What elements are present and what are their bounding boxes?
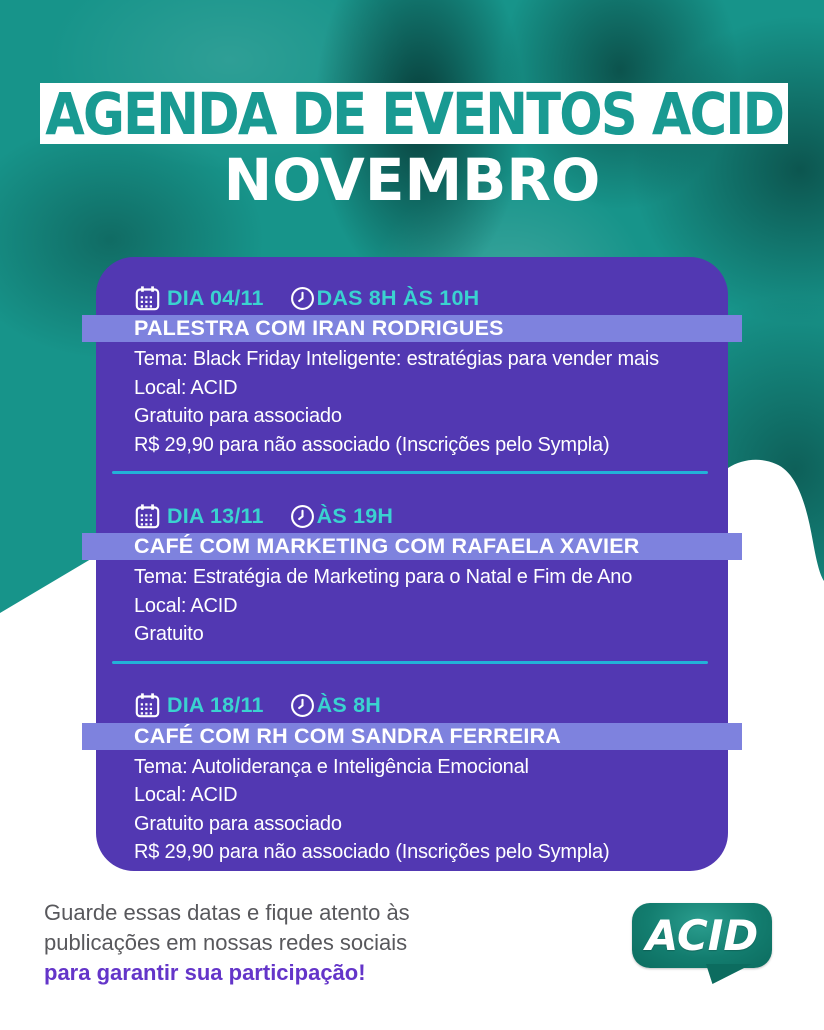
event-detail-line: R$ 29,90 para não associado (Inscrições pelo Sympla) bbox=[134, 841, 610, 863]
event-detail-line: Gratuito bbox=[134, 623, 204, 645]
event-detail-line: Tema: Autoliderança e Inteligência Emocional bbox=[134, 755, 529, 778]
event-title-band bbox=[82, 533, 742, 560]
agenda-card bbox=[96, 257, 728, 871]
event-detail-line: Gratuito para associado bbox=[134, 405, 342, 427]
calendar-icon bbox=[134, 285, 161, 312]
event-detail-line: Gratuito para associado bbox=[134, 812, 342, 835]
event-time-group bbox=[290, 693, 381, 718]
footer-note bbox=[44, 898, 410, 988]
event-date-row bbox=[134, 501, 728, 531]
event-title-band bbox=[82, 315, 742, 342]
event-detail-line: Local: ACID bbox=[134, 376, 238, 399]
footer-highlight-line: para garantir sua participação! bbox=[44, 960, 366, 985]
event-detail-line: Tema: Estratégia de Marketing para o Natal e Fim de Ano bbox=[134, 566, 633, 588]
event-title: CAFÉ COM MARKETING COM RAFAELA XAVIER bbox=[134, 534, 640, 558]
clock-icon bbox=[290, 286, 315, 311]
acid-logo bbox=[632, 903, 772, 968]
footer-line: publicações em nossas redes sociais bbox=[44, 930, 408, 955]
event-divider bbox=[112, 471, 708, 474]
event-time: ÀS 19H bbox=[316, 503, 394, 528]
acid-logo-text: ACID bbox=[645, 911, 759, 960]
event-time: ÀS 8H bbox=[316, 693, 381, 717]
event-item bbox=[96, 501, 728, 649]
clock-icon bbox=[290, 693, 315, 718]
event-detail-line: Tema: Black Friday Inteligente: estratégias para vender mais bbox=[134, 348, 659, 370]
event-detail-line: Local: ACID bbox=[134, 784, 238, 806]
event-item bbox=[96, 691, 728, 867]
calendar-icon bbox=[134, 692, 161, 719]
event-time-group bbox=[290, 504, 393, 529]
event-time: DAS 8H ÀS 10H bbox=[316, 285, 480, 310]
event-divider bbox=[112, 661, 708, 664]
event-detail-line: Local: ACID bbox=[134, 594, 238, 617]
event-detail-line: R$ 29,90 para não associado (Inscrições pelo Sympla) bbox=[134, 433, 610, 456]
event-date: DIA 18/11 bbox=[167, 693, 264, 717]
event-date: DIA 13/11 bbox=[167, 503, 264, 528]
title-banner bbox=[40, 79, 788, 148]
event-title: PALESTRA COM IRAN RODRIGUES bbox=[134, 316, 504, 340]
acid-logo-speech-tail bbox=[706, 964, 752, 984]
event-time-group bbox=[290, 286, 480, 311]
event-item bbox=[96, 283, 728, 459]
page-title: AGENDA DE EVENTOS ACID bbox=[45, 79, 783, 148]
event-date-row bbox=[134, 283, 728, 313]
month-subtitle: NOVEMBRO bbox=[223, 146, 601, 214]
event-title: CAFÉ COM RH COM SANDRA FERREIRA bbox=[134, 723, 562, 748]
footer-line: Guarde essas datas e fique atento às bbox=[44, 900, 410, 925]
event-date-row bbox=[134, 691, 728, 721]
event-date: DIA 04/11 bbox=[167, 285, 264, 310]
calendar-icon bbox=[134, 503, 161, 530]
clock-icon bbox=[290, 504, 315, 529]
event-title-band bbox=[82, 723, 742, 750]
